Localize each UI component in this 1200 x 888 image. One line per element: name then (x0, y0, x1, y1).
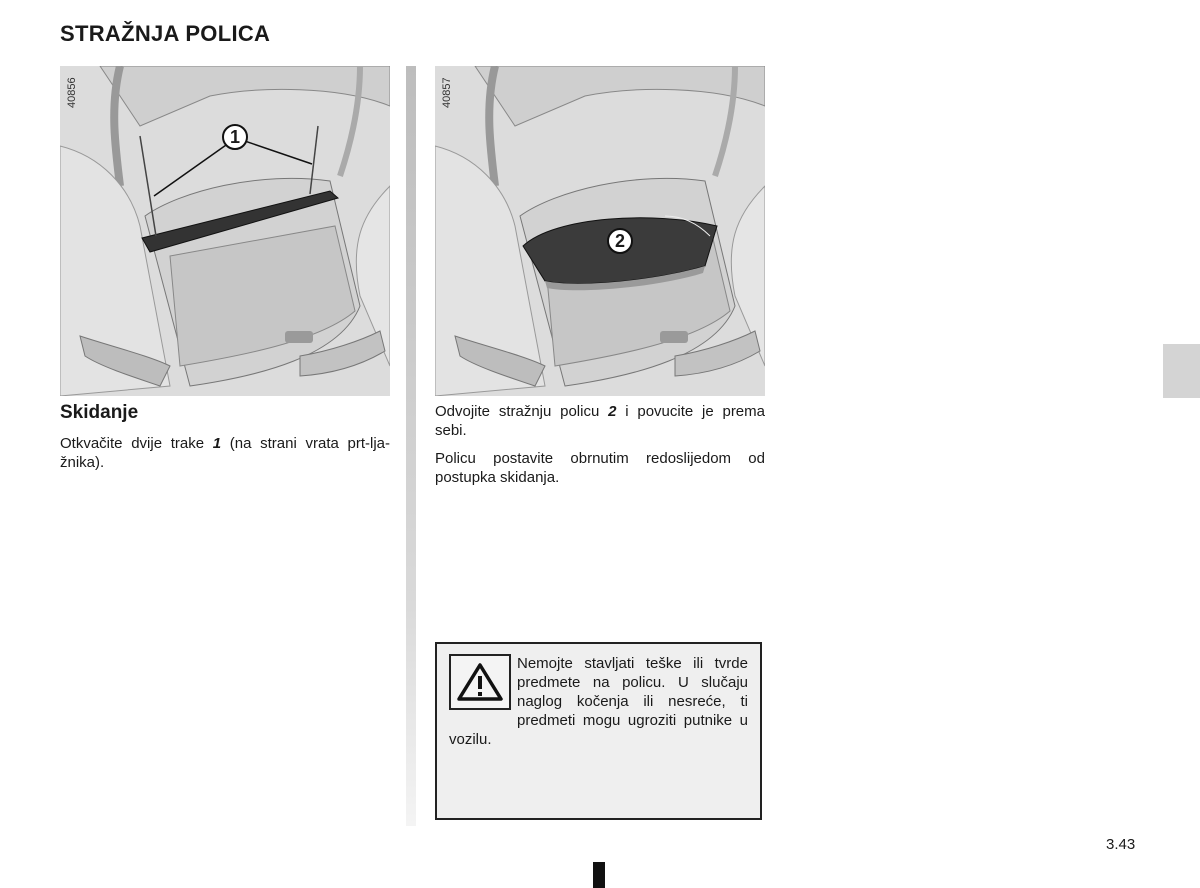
warning-text: Nemojte stavljati teške ili tvrde predmete na policu. U slučaju naglog kočenja ili nesreće, ti predmeti mogu ugroziti putnike u vozilu. (449, 655, 748, 748)
callout-badge: 1 (222, 124, 248, 150)
reference-number: 2 (608, 403, 617, 420)
warning-box (435, 642, 762, 820)
car-boot-illustration (435, 66, 765, 396)
left-column (60, 402, 390, 481)
bottom-marker (593, 862, 605, 888)
text-segment: i povucite je prema sebi. (435, 403, 765, 439)
text-segment: (na strani vrata prt-lja-žnika). (60, 435, 390, 471)
column-divider (406, 66, 416, 826)
callout-badge: 2 (607, 228, 633, 254)
text-segment: Otkvačite dvije trake (60, 435, 213, 452)
reinstall-paragraph: Policu postavite obrnutim redoslijedom od postupka skidanja. (435, 450, 765, 486)
page-title: STRAŽNJA POLICA (60, 21, 271, 46)
reference-number: 1 (212, 435, 222, 452)
right-column (435, 402, 765, 496)
section-heading: Skidanje (60, 402, 139, 423)
figure-remove-straps (60, 66, 390, 396)
instruction-text (435, 402, 765, 487)
figure-code: 40857 (441, 77, 453, 108)
page-number: 3.43 (1106, 836, 1136, 853)
figure-pull-shelf (435, 66, 765, 396)
instruction-text (60, 434, 390, 472)
text-segment: Odvojite stražnju policu (435, 403, 609, 420)
figure-code: 40856 (66, 77, 78, 108)
warning-triangle-icon (449, 654, 511, 710)
chapter-tab (1163, 344, 1200, 398)
car-boot-illustration (60, 66, 390, 396)
